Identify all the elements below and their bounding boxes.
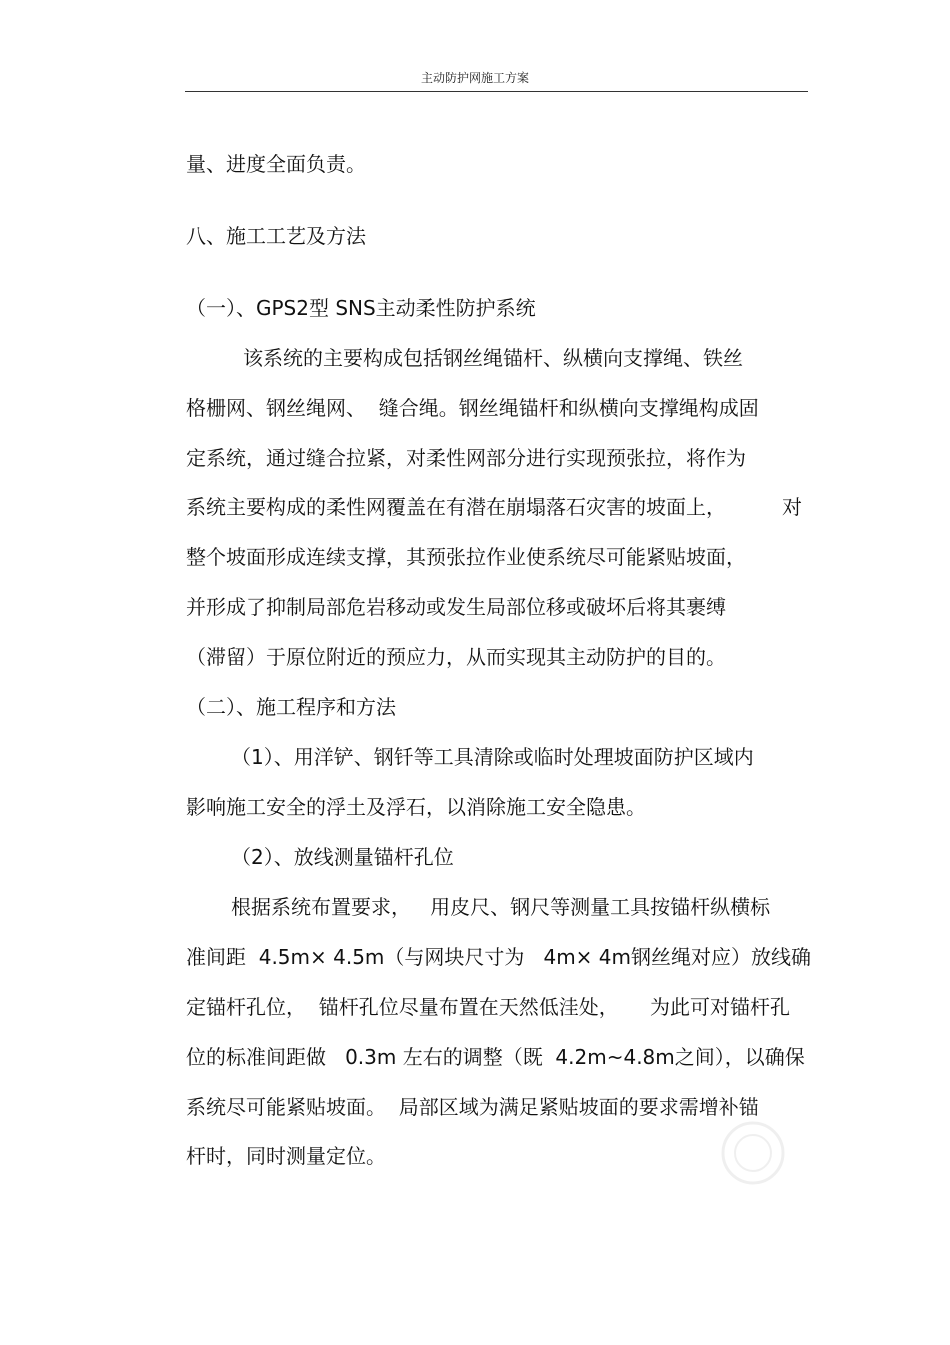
paragraph-line-tail: 对 <box>782 495 802 519</box>
paragraph-line: 系统主要构成的柔性网覆盖在有潜在崩塌落石灾害的坡面上， <box>186 495 726 519</box>
watermark-mark <box>718 1118 788 1188</box>
paragraph-line: 整个坡面形成连续支撑，其预张拉作业使系统尽可能紧贴坡面， <box>186 545 746 569</box>
section-heading: 八、施工工艺及方法 <box>186 224 366 248</box>
paragraph-line: 格栅网、钢丝绳网、 缝合绳。钢丝绳锚杆和纵横向支撑绳构成固 <box>186 396 759 420</box>
paragraph-line: （1）、用洋铲、钢钎等工具清除或临时处理坡面防护区域内 <box>231 745 754 769</box>
paragraph-line: 影响施工安全的浮土及浮石，以消除施工安全隐患。 <box>186 795 646 819</box>
step-heading: （2）、放线测量锚杆孔位 <box>231 845 454 869</box>
paragraph-line: 准间距 4.5m× 4.5m（与网块尺寸为 4m× 4m钢丝绳对应）放线确 <box>186 945 812 969</box>
paragraph-line: 系统尽可能紧贴坡面。 局部区域为满足紧贴坡面的要求需增补锚 <box>186 1095 759 1119</box>
subsection-heading: （二）、施工程序和方法 <box>186 695 396 719</box>
paragraph-line: 位的标准间距做 0.3m 左右的调整（既 4.2m~4.8m之间），以确保 <box>186 1045 805 1069</box>
paragraph-line: 该系统的主要构成包括钢丝绳锚杆、纵横向支撑绳、铁丝 <box>243 346 743 370</box>
paragraph-line-tail: 为此可对锚杆孔 <box>650 995 790 1019</box>
header-divider <box>185 91 808 92</box>
paragraph-line: 根据系统布置要求， 用皮尺、钢尺等测量工具按锚杆纵横标 <box>231 895 771 919</box>
subsection-heading: （一）、GPS2型 SNS主动柔性防护系统 <box>186 296 536 320</box>
paragraph-line: 并形成了抑制局部危岩移动或发生局部位移或破坏后将其裹缚 <box>186 595 726 619</box>
paragraph-line: 定系统，通过缝合拉紧，对柔性网部分进行实现预张拉，将作为 <box>186 446 746 470</box>
paragraph-line: 杆时，同时测量定位。 <box>186 1144 386 1168</box>
paragraph-line: 定锚杆孔位， 锚杆孔位尽量布置在天然低洼处， <box>186 995 619 1019</box>
header-title: 主动防护网施工方案 <box>420 71 529 85</box>
paragraph-continuation: 量、进度全面负责。 <box>186 152 366 176</box>
paragraph-line: （滞留）于原位附近的预应力，从而实现其主动防护的目的。 <box>186 645 726 669</box>
